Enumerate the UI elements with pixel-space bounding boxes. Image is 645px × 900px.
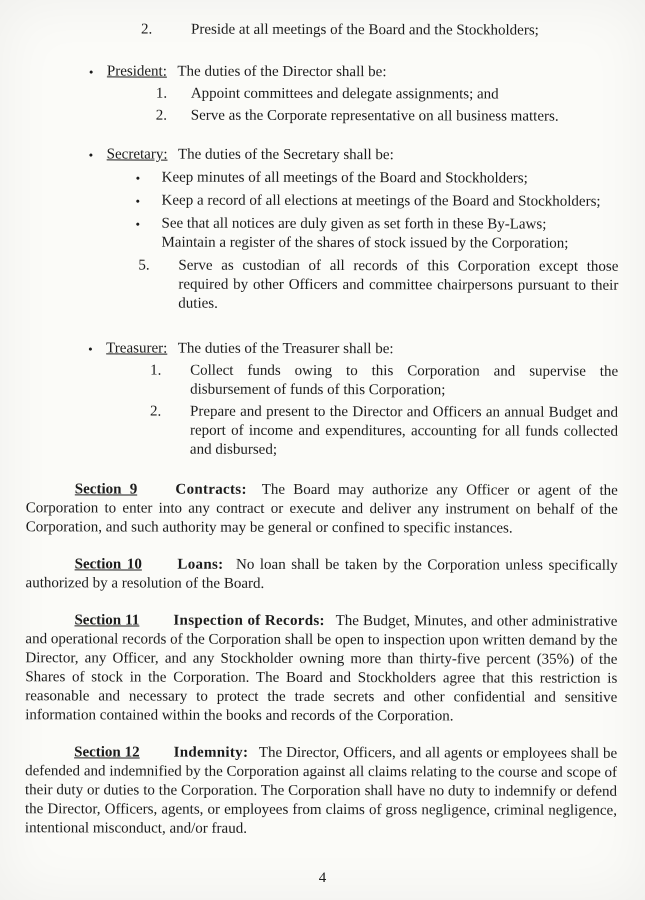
item-number: 2. bbox=[140, 21, 153, 38]
section-heading: Indemnity: bbox=[173, 744, 249, 761]
list-item bbox=[150, 362, 618, 401]
section-11-paragraph bbox=[25, 611, 617, 727]
officer-heading-text bbox=[107, 145, 619, 165]
officer-heading bbox=[89, 62, 619, 82]
section-heading: Contracts: bbox=[175, 481, 247, 498]
item-text: Preside at all meetings of the Board and the Stockholders; bbox=[190, 21, 539, 39]
bullet-icon: • bbox=[88, 147, 94, 163]
list-item-preside bbox=[141, 21, 619, 41]
officer-lead: The duties of the Director shall be: bbox=[177, 63, 387, 81]
bullet-icon: • bbox=[135, 170, 141, 186]
section-body: The Director, Officers, and all agents or employees shall be defended and indemnified by the Corporation against all claims relating to the course and scope of their duty or duties to the Corporation. The Corporation shall have no duty to indemnify or defend the Director, Officers, agents, or employees from claims of gross negligence, criminal negligence, intentional misconduct, and/or fraud. bbox=[24, 744, 618, 837]
officer-lead: The duties of the Treasurer shall be: bbox=[177, 340, 394, 358]
section-heading: Inspection of Records: bbox=[173, 612, 325, 630]
officer-lead: The duties of the Secretary shall be: bbox=[177, 146, 394, 164]
officer-heading bbox=[88, 339, 618, 359]
page-number: 4 bbox=[318, 870, 327, 886]
officer-title: Treasurer: bbox=[106, 340, 168, 357]
section-label: Section 12 bbox=[74, 744, 140, 761]
item-number: 1. bbox=[155, 85, 168, 102]
item-text: Serve as custodian of all records of this Corporation except those required by other Officers and committee chairpersons pursuant to their duties. bbox=[178, 257, 619, 312]
section-body: No loan shall be taken by the Corporation unless specifically authorized by a resolution of the Board. bbox=[25, 556, 618, 592]
item-text: See that all notices are duly given as set forth in these By-Laws; bbox=[161, 215, 547, 233]
list-item bbox=[136, 192, 619, 212]
officer-heading-text bbox=[106, 339, 618, 359]
officer-heading-text bbox=[107, 62, 619, 82]
list-item bbox=[150, 403, 618, 461]
bullet-icon: • bbox=[135, 216, 141, 232]
section-body: The Budget, Minutes, and other administrative and operational records of the Corporation shall be open to inspection upon written demand by the Director, any Officer, and any Stockholder owning more than thirty-five percent (35%) of the Shares of stock in the Corporation. The Board and Stockholders agree that this restriction is reasonable and necessary to protect the trade secrets and other confidential and sensitive information contained within the books and records of the Corporation. bbox=[25, 613, 618, 725]
section-9-paragraph bbox=[26, 480, 618, 539]
item-number: 2. bbox=[149, 403, 162, 420]
section-10-paragraph bbox=[26, 555, 618, 595]
section-12-paragraph bbox=[25, 743, 617, 840]
item-number: 2. bbox=[155, 107, 168, 124]
officer-block-secretary bbox=[26, 145, 618, 315]
section-label: Section 11 bbox=[74, 612, 140, 629]
officer-title: Secretary: bbox=[106, 146, 168, 163]
list-item bbox=[138, 257, 618, 315]
list-item-continuation bbox=[135, 234, 618, 254]
section-label: Section 9 bbox=[74, 481, 138, 498]
section-body: The Board may authorize any Officer or agent of the Corporation to enter into any contract or execute and deliver any instrument on behalf of the Corporation, and such authority may be general or confined to specific instances. bbox=[25, 481, 618, 537]
officer-heading bbox=[89, 145, 619, 165]
bullet-icon: • bbox=[88, 341, 93, 357]
item-text: Serve as the Corporate representative on all business matters. bbox=[190, 107, 559, 125]
item-text: Keep minutes of all meetings of the Board and Stockholders; bbox=[161, 169, 528, 187]
section-heading: Loans: bbox=[177, 556, 224, 573]
list-item bbox=[135, 215, 618, 235]
officer-block-treasurer bbox=[26, 339, 618, 461]
officer-block-president bbox=[27, 62, 619, 127]
section-label: Section 10 bbox=[74, 556, 142, 573]
item-text: Appoint committees and delegate assignments; and bbox=[190, 85, 499, 103]
bullet-icon: • bbox=[88, 64, 94, 80]
officer-title: President: bbox=[106, 63, 167, 80]
item-text: Prepare and present to the Director and Officers an annual Budget and report of income and expenditures, accounting for all funds collected and disbursed; bbox=[189, 403, 619, 458]
bullet-icon: • bbox=[135, 193, 141, 209]
list-item bbox=[156, 107, 619, 127]
list-item bbox=[136, 169, 619, 189]
item-text: Collect funds owing to this Corporation and supervise the disbursement of funds of this Corporation; bbox=[190, 362, 619, 399]
item-number: 1. bbox=[150, 362, 162, 379]
list-item bbox=[156, 85, 619, 105]
item-text: Maintain a register of the shares of stock issued by the Corporation; bbox=[161, 234, 569, 252]
item-number: 5. bbox=[138, 257, 150, 274]
item-text: Keep a record of all elections at meetings of the Board and Stockholders; bbox=[161, 192, 601, 210]
